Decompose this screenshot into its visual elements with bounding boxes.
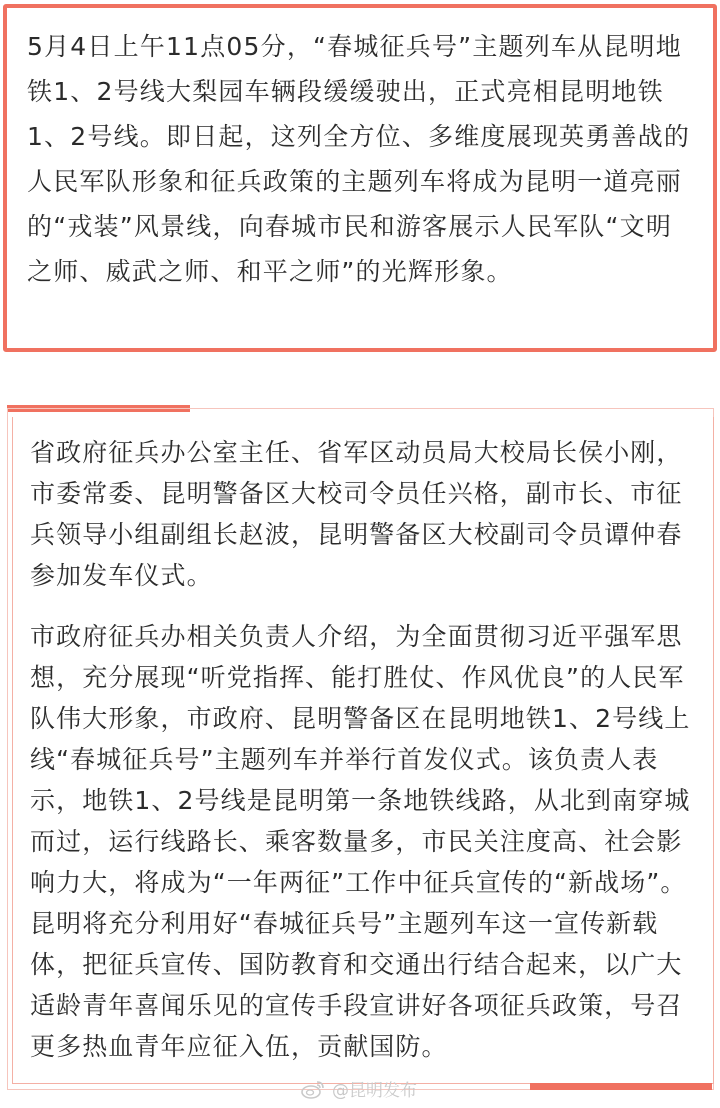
intro-paragraph: 5月4日上午11点05分，“春城征兵号”主题列车从昆明地铁1、2号线大梨园车辆段缓缓驶出，正式亮相昆明地铁1、2号线。即日起，这列全方位、多维度展现英勇善战的人民军队形象和征兵政策的主题列车将成为昆明一道亮丽的“戎装”风景线，向春城市民和游客展示人民军队“文明之师、威武之师、和平之师”的光辉形象。 [27,32,691,286]
watermark-text: @昆明发布 [332,1081,417,1101]
watermark [300,1076,417,1101]
accent-bar-bottom [530,1083,712,1090]
weibo-icon [300,1079,326,1099]
intro-box [3,4,717,352]
details-paragraph: 市政府征兵办相关负责人介绍，为全面贯彻习近平强军思想，充分展现“听党指挥、能打胜仗、作风优良”的人民军队伟大形象，市政府、昆明警备区在昆明地铁1、2号线上线“春城征兵号”主题列车并举行首发仪式。该负责人表示，地铁1、2号线是昆明第一条地铁线路，从北到南穿城而过，运行线路长、乘客数量多，市民关注度高、社会影响力大，将成为“一年两征”工作中征兵宣传的“新战场”。昆明将充分利用好“春城征兵号”主题列车这一宣传新载体，把征兵宣传、国防教育和交通出行结合起来，以广大适龄青年喜闻乐见的宣传手段宣讲好各项征兵政策，号召更多热血青年应征入伍，贡献国防。 [30,622,691,1061]
attendees-paragraph: 省政府征兵办公室主任、省军区动员局大校局长侯小刚，市委常委、昆明警备区大校司令员任兴格，副市长、市征兵领导小组副组长赵波，昆明警备区大校副司令员谭仲春参加发车仪式。 [30,438,683,590]
